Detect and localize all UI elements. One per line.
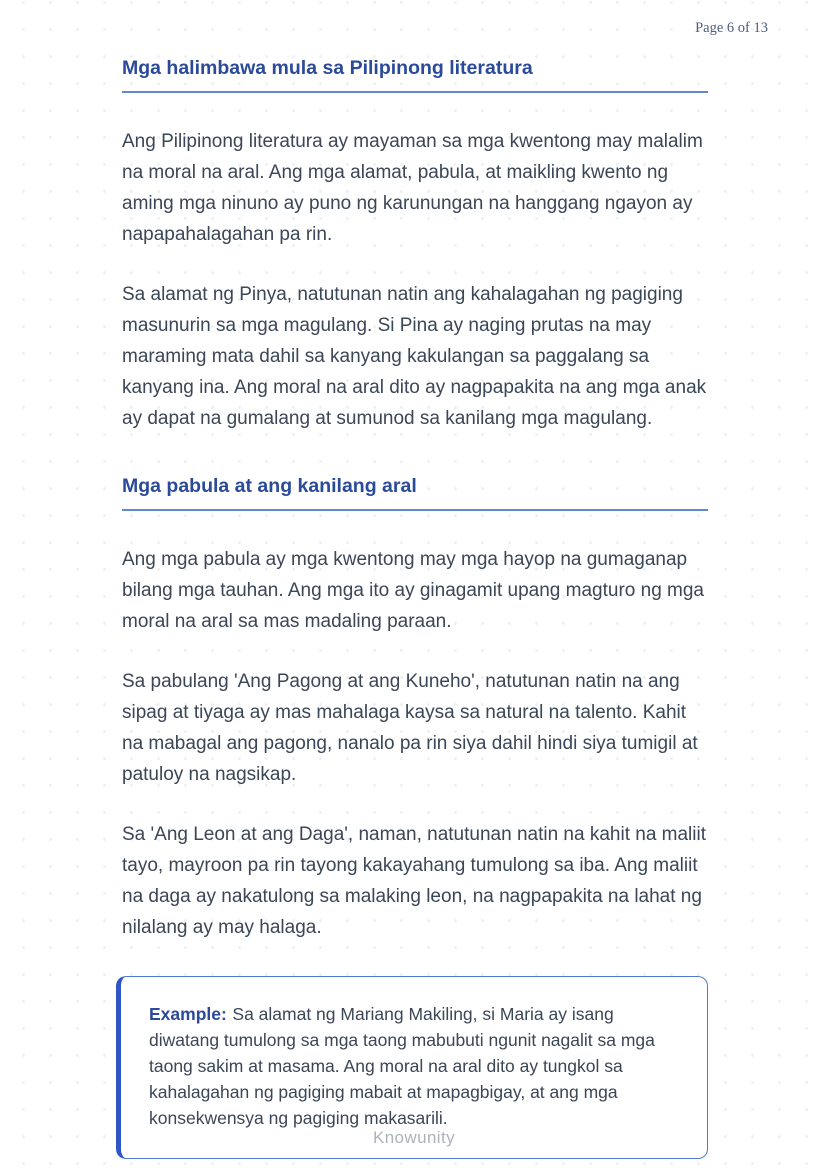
page-number: Page 6 of 13: [695, 20, 768, 36]
paragraph-alamat-ng-pinya: Sa alamat ng Pinya, natutunan natin ang kahalagahan ng pagiging masunurin sa mga magulang. Si Pina ay naging prutas na may maraming mata dahil sa kanyang kakulangan sa paggalang sa kanyang ina. Ang moral na aral dito ay nagpapakita na ang mga anak ay dapat na gumalang at sumunod sa kanilang mga magulang.: [122, 284, 707, 429]
example-label: Example:: [149, 1004, 227, 1024]
paragraph-literatura-intro: Ang Pilipinong literatura ay mayaman sa mga kwentong may malalim na moral na aral. Ang mga alamat, pabula, at maikling kwento ng aming mga ninuno ay puno ng karunungan na hanggang ngayon ay napapahalagahan pa rin.: [122, 131, 703, 245]
paragraph-pabula-intro: Ang mga pabula ay mga kwentong may mga hayop na gumaganap bilang mga tauhan. Ang mga ito ay ginagamit upang magturo ng mga moral na aral sa mas madaling paraan.: [122, 549, 704, 632]
example-text: [149, 1001, 665, 1131]
footer-brand: Knowunity: [372, 1128, 456, 1147]
example-body-text: Sa alamat ng Mariang Makiling, si Maria ay isang diwatang tumulong sa mga taong mabubuti ngunit nagalit sa mga taong sakim at masama. Ang moral na aral dito ay tungkol sa kahalagahan ng pagiging mabait at mapagbigay, at ang mga konsekwensya ng pagiging makasarili.: [149, 1004, 655, 1128]
paragraph-leon-at-daga: Sa 'Ang Leon at ang Daga', naman, natutunan natin na kahit na maliit tayo, mayroon pa rin tayong kakayahang tumulong sa iba. Ang maliit na daga ay nakatulong sa malaking leon, na nagpapakita na lahat ng nilalang ay may halaga.: [122, 824, 706, 938]
section-heading-pilipinong-literatura: Mga halimbawa mula sa Pilipinong literatura: [122, 56, 708, 93]
paragraph-pagong-at-kuneho: Sa pabulang 'Ang Pagong at ang Kuneho', natutunan natin na ang sipag at tiyaga ay mas mahalaga kaysa sa natural na talento. Kahit na mabagal ang pagong, nanalo pa rin siya dahil hindi siya tumigil at patuloy na nagsikap.: [122, 671, 698, 785]
document-content: [122, 0, 708, 1159]
section-heading-mga-pabula: Mga pabula at ang kanilang aral: [122, 474, 708, 511]
